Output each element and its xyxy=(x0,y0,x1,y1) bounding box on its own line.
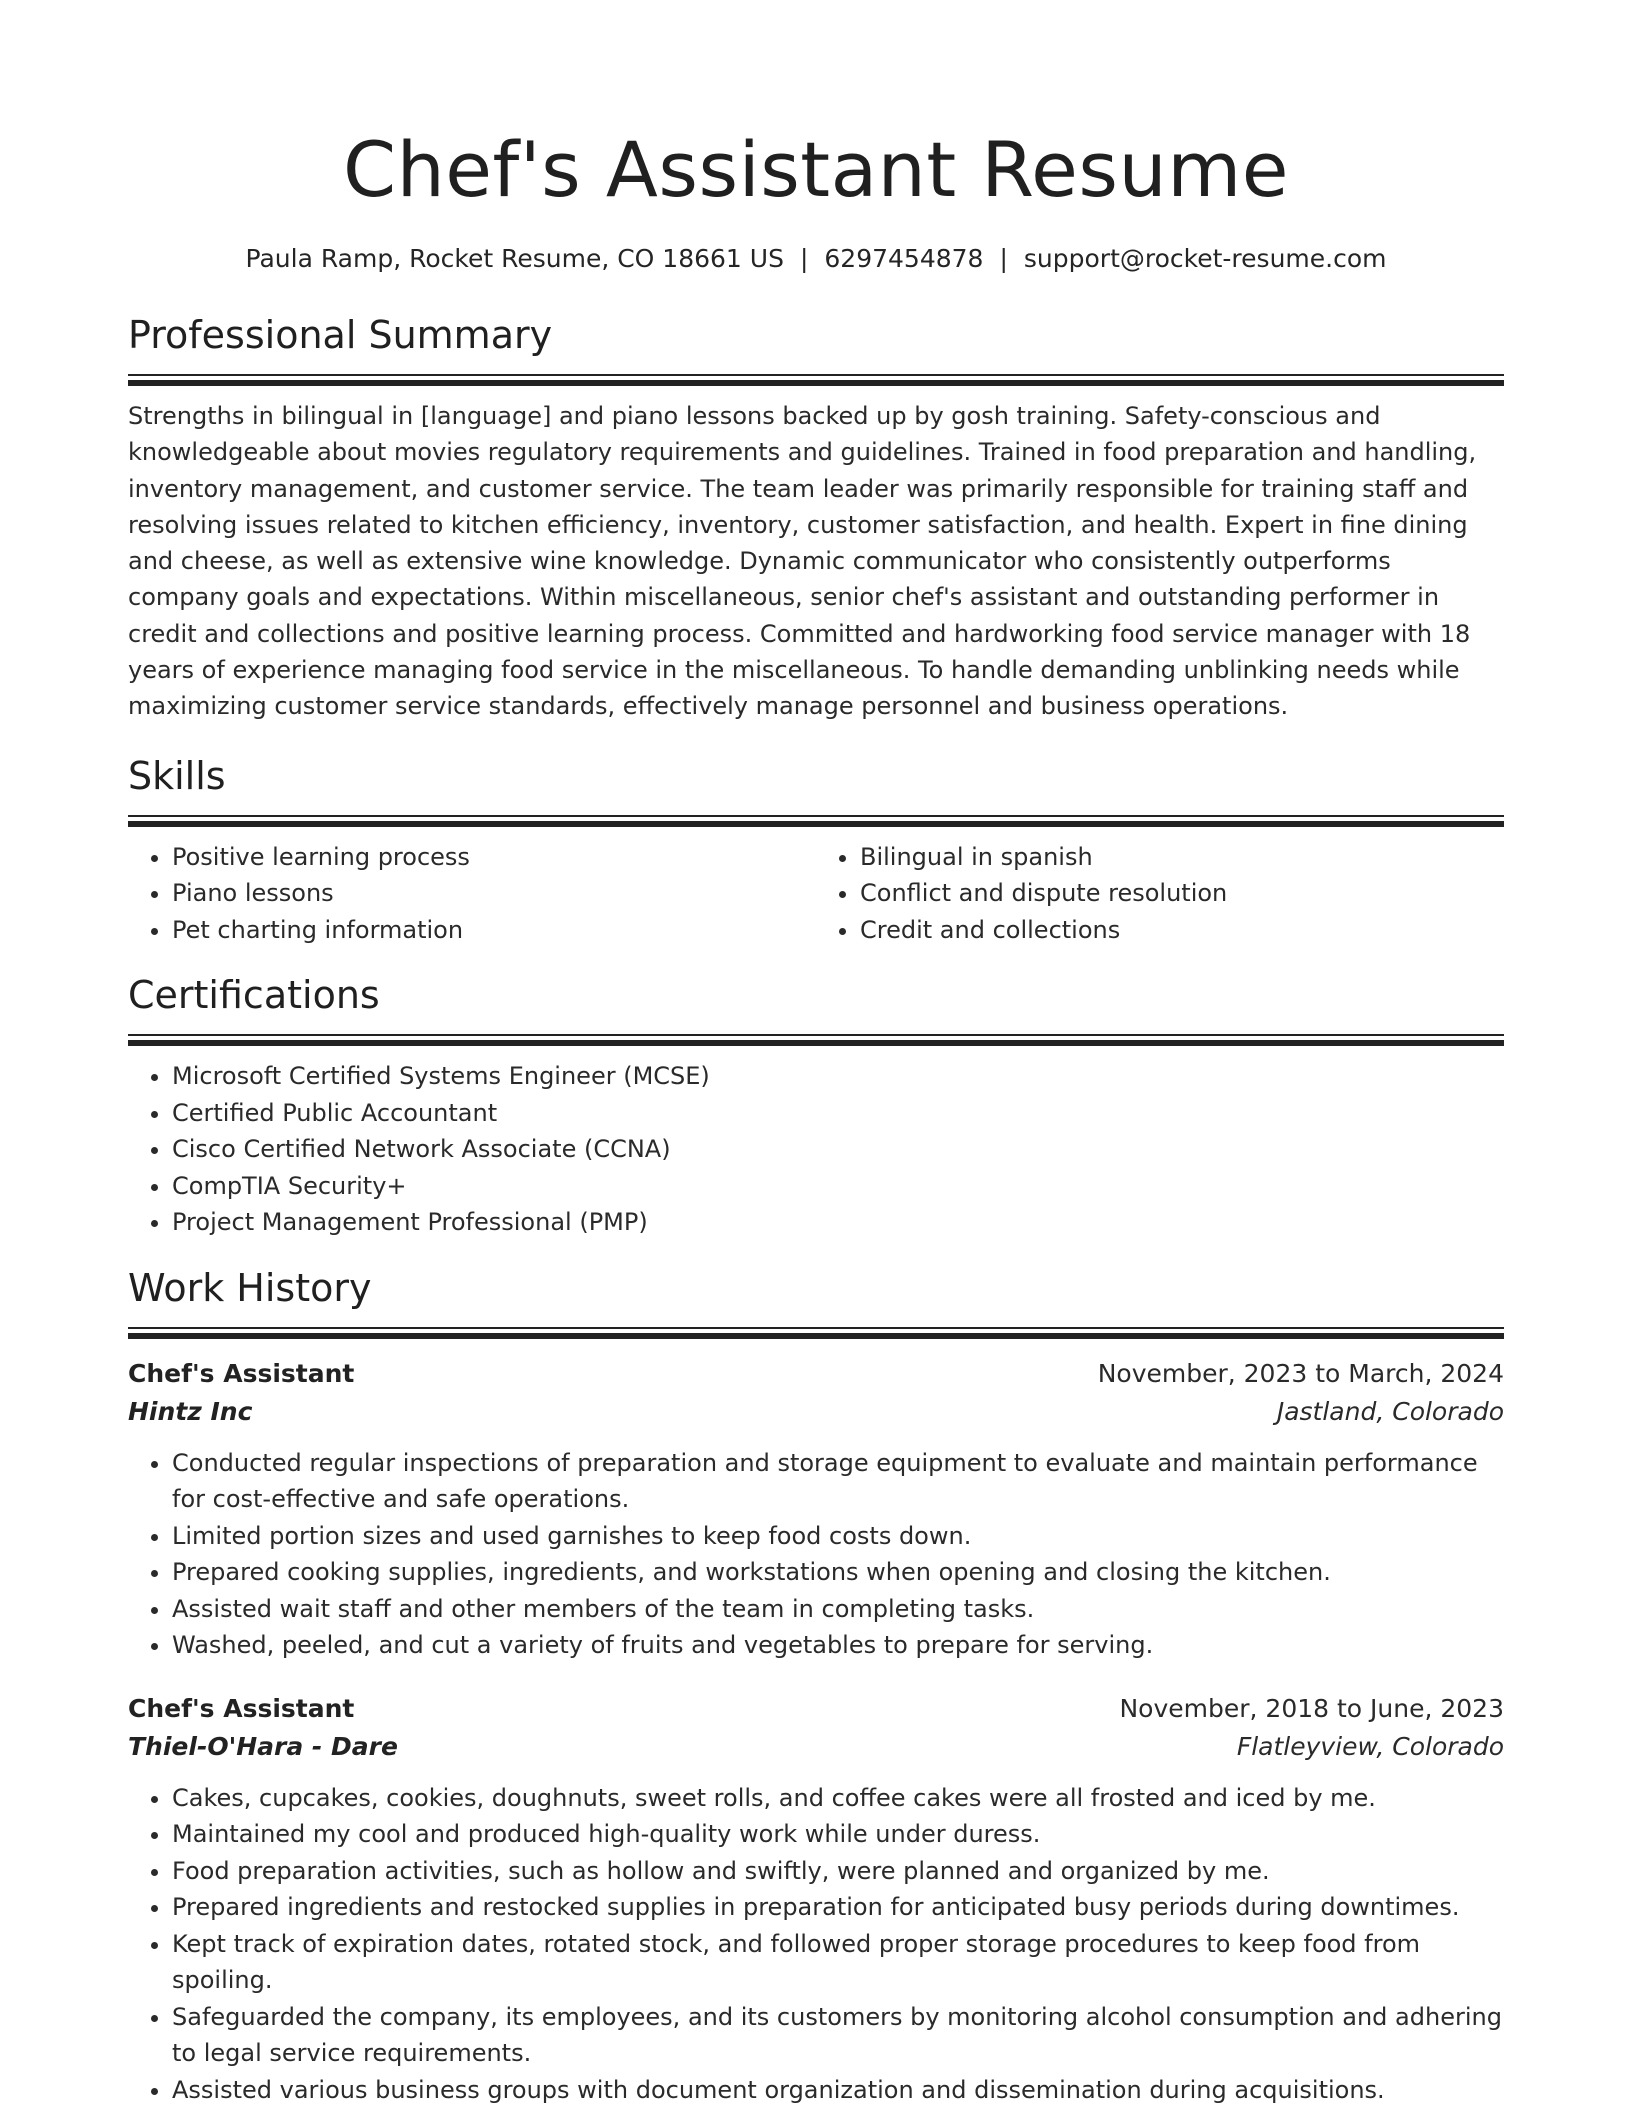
skills-columns xyxy=(128,839,1504,949)
section-rule-thick xyxy=(128,1040,1504,1046)
skill-item: • Positive learning process xyxy=(172,839,816,876)
section-heading-certifications: Certifications xyxy=(128,973,380,1018)
job-bullet: • Safeguarded the company, its employees, and its customers by monitoring alcohol consumption and adhering to legal service requirements. xyxy=(172,1999,1504,2072)
certification-item: • Project Management Professional (PMP) xyxy=(172,1204,1504,1241)
job-dates: November, 2023 to March, 2024 xyxy=(1097,1358,1504,1388)
job-dates: November, 2018 to June, 2023 xyxy=(1119,1693,1504,1723)
skill-item: • Piano lessons xyxy=(172,875,816,912)
job-title: Chef's Assistant xyxy=(128,1693,355,1723)
summary-text: Strengths in bilingual in [language] and piano lessons backed up by gosh training. Safety-conscious and knowledgeable about movies regulatory requirements and guidelines. Trained in food preparation and handling, inventory management, and customer service. The team leader was primarily responsible for training staff and resolving issues related to kitchen efficiency, inventory, customer satisfaction, and health. Expert in fine dining and cheese, as well as extensive wine knowledge. Dynamic communicator who consistently outperforms company goals and expectations. Within miscellaneous, senior chef's assistant and outstanding performer in credit and collections and positive learning process. Committed and hardworking food service manager with 18 years of experience managing food service in the miscellaneous. To handle demanding unblinking needs while maximizing customer service standards, effectively manage personnel and business operations. xyxy=(128,402,1477,721)
section-heading-summary: Professional Summary xyxy=(128,313,553,357)
job-bullet: • Conducted regular inspections of preparation and storage equipment to evaluate and maintain performance for cost-effective and safe operations. xyxy=(172,1445,1504,1518)
skills-section xyxy=(128,751,1504,949)
summary-section xyxy=(128,310,1504,725)
resume-title: Chef's Assistant Resume xyxy=(343,125,1289,214)
section-heading-work-history: Work History xyxy=(128,1265,372,1310)
job-title: Chef's Assistant xyxy=(128,1358,355,1388)
job-bullet: • Kept track of expiration dates, rotated stock, and followed proper storage procedures to keep food from spoiling. xyxy=(172,1926,1504,1999)
skill-item: • Credit and collections xyxy=(860,912,1504,949)
job-bullet: • Prepared cooking supplies, ingredients, and workstations when opening and closing the kitchen. xyxy=(172,1554,1504,1591)
job-org-row xyxy=(128,1728,1504,1766)
job-company: Hintz Inc xyxy=(128,1396,253,1426)
job-bullet: • Food preparation activities, such as hollow and swiftly, were planned and organized by me. xyxy=(172,1853,1504,1890)
job-company: Thiel-O'Hara - Dare xyxy=(128,1731,398,1761)
skills-list-right xyxy=(816,839,1504,949)
section-rule-thick xyxy=(128,821,1504,827)
job-bullets xyxy=(128,1780,1504,2109)
job-bullet: • Maintained my cool and produced high-quality work while under duress. xyxy=(172,1816,1504,1853)
job-bullet: • Cakes, cupcakes, cookies, doughnuts, sweet rolls, and coffee cakes were all frosted and iced by me. xyxy=(172,1780,1504,1817)
contact-line xyxy=(128,242,1504,276)
skill-item: • Pet charting information xyxy=(172,912,816,949)
section-rule xyxy=(128,815,1504,817)
job-entry xyxy=(128,1690,1504,2109)
job-bullet: • Limited portion sizes and used garnishes to keep food costs down. xyxy=(172,1518,1504,1555)
skills-list-left xyxy=(128,839,816,949)
job-header-row xyxy=(128,1355,1504,1393)
job-bullets xyxy=(128,1445,1504,1664)
contact-phone: 6297454878 xyxy=(824,244,984,273)
job-entry xyxy=(128,1355,1504,1664)
section-rule-thick xyxy=(128,1333,1504,1339)
contact-address: Paula Ramp, Rocket Resume, CO 18661 US xyxy=(245,244,784,273)
contact-separator: | xyxy=(799,244,809,273)
section-rule-thick xyxy=(128,380,1504,386)
certification-item: • Certified Public Accountant xyxy=(172,1095,1504,1132)
job-org-row xyxy=(128,1393,1504,1431)
section-rule xyxy=(128,374,1504,376)
section-rule xyxy=(128,1034,1504,1036)
contact-email[interactable]: support@rocket-resume.com xyxy=(1023,244,1387,273)
section-heading-skills: Skills xyxy=(128,753,226,798)
job-location: Jastland, Colorado xyxy=(1276,1396,1504,1426)
certification-item: • CompTIA Security+ xyxy=(172,1168,1504,1205)
skill-item: • Bilingual in spanish xyxy=(860,839,1504,876)
job-bullet: • Assisted wait staff and other members of the team in completing tasks. xyxy=(172,1591,1504,1628)
job-bullet: • Assisted various business groups with document organization and dissemination during acquisitions. xyxy=(172,2072,1504,2109)
job-header-row xyxy=(128,1690,1504,1728)
section-rule xyxy=(128,1327,1504,1329)
certifications-section xyxy=(128,970,1504,1241)
job-bullet: • Prepared ingredients and restocked supplies in preparation for anticipated busy periods during downtimes. xyxy=(172,1889,1504,1926)
skill-item: • Conflict and dispute resolution xyxy=(860,875,1504,912)
job-bullet: • Washed, peeled, and cut a variety of fruits and vegetables to prepare for serving. xyxy=(172,1627,1504,1664)
contact-separator: | xyxy=(999,244,1008,273)
certification-item: • Microsoft Certified Systems Engineer (MCSE) xyxy=(172,1058,1504,1095)
certifications-list xyxy=(128,1058,1504,1241)
job-location: Flatleyview, Colorado xyxy=(1236,1731,1504,1761)
work-history-section xyxy=(128,1263,1504,2109)
certification-item: • Cisco Certified Network Associate (CCNA) xyxy=(172,1131,1504,1168)
